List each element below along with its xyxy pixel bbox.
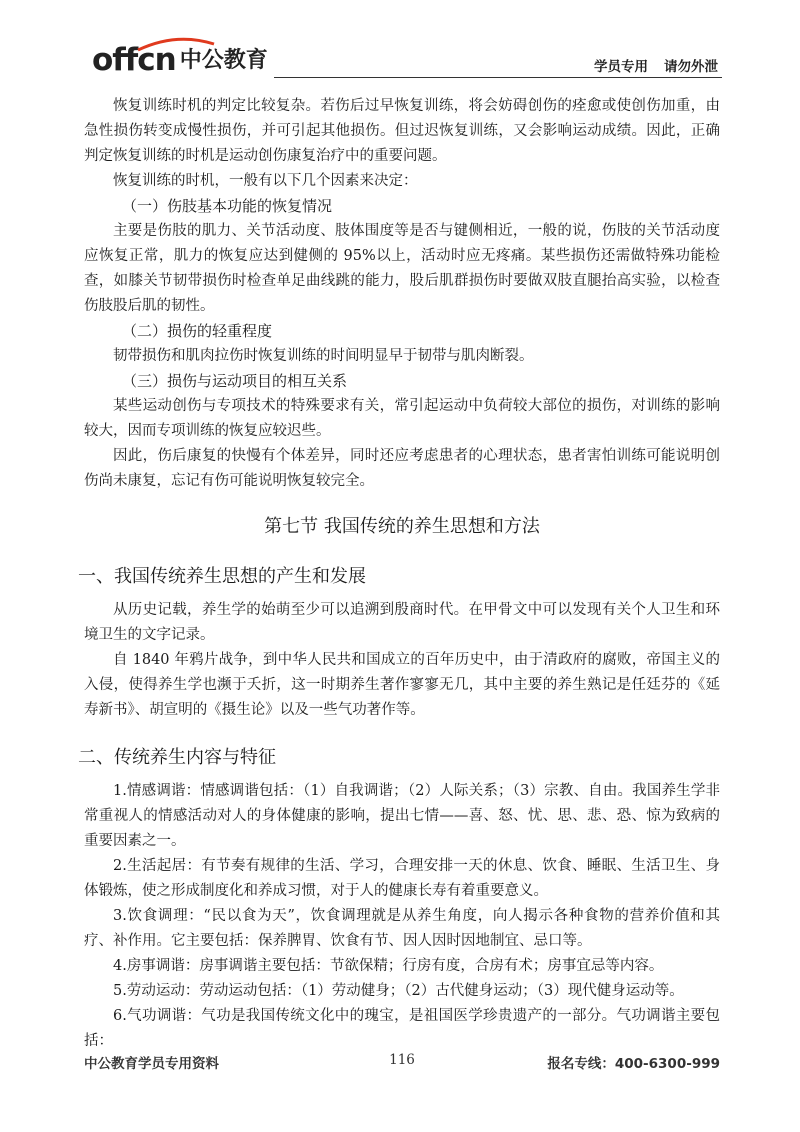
paragraph: 因此，伤后康复的快慢有个体差异，同时还应考虑患者的心理状态，患者害怕训练可能说明创伤尚未康复，忘记有伤可能说明恢复较完全。 xyxy=(84,448,720,489)
chapter-title: 第七节 我国传统的养生思想和方法 xyxy=(264,516,540,537)
header-tag-confidential: 请勿外泄 xyxy=(664,59,718,75)
header-rule xyxy=(274,77,722,78)
subheading: （三）损伤与运动项目的相互关系 xyxy=(122,372,348,390)
logo-chinese-text: 中公教育 xyxy=(179,48,268,73)
paragraph: 3.饮食调理：“民以食为天”，饮食调理就是从养生角度，向人揭示各种食物的营养价值和其疗、补作用。它主要包括：保养脾胃、饮食有节、因人因时因地制宜、忌口等。 xyxy=(84,908,720,949)
paragraph: 2.生活起居：有节奏有规律的生活、学习，合理安排一天的休息、饮食、睡眠、生活卫生、身体锻炼，使之形成制度化和养成习惯，对于人的健康长寿有着重要意义。 xyxy=(84,858,720,899)
paragraph: 1.情感调谐：情感调谐包括：（1）自我调谐；（2）人际关系；（3）宗教、自由。我国养生学非常重视人的情感活动对人的身体健康的影响，提出七情——喜、怒、忧、思、悲、恐、惊为致病的重要因素之一。 xyxy=(84,783,720,849)
section-heading: 一、我国传统养生思想的产生和发展 xyxy=(78,566,366,587)
paragraph: 主要是伤肢的肌力、关节活动度、肢体围度等是否与键侧相近，一般的说，伤肢的关节活动度应恢复正常，肌力的恢复应达到健侧的 95%以上，活动时应无疼痛。某些损伤还需做特殊功能检查，如膝关节韧带损伤时检查单足曲线跳的能力，股后肌群损伤时要做双肢直腿抬高实验，以检查伤肢股后肌的韧性。 xyxy=(84,223,720,314)
subheading: （二）损伤的轻重程度 xyxy=(122,322,273,340)
header-tag-student: 学员专用 xyxy=(594,59,648,75)
paragraph: 5.劳动运动：劳动运动包括：（1）劳动健身；（2）古代健身运动；（3）现代健身运动等。 xyxy=(113,983,684,999)
page-header xyxy=(78,38,722,80)
offcn-logo xyxy=(92,38,268,78)
paragraph: 从历史记载，养生学的始萌至少可以追溯到殷商时代。在甲骨文中可以发现有关个人卫生和环境卫生的文字记录。 xyxy=(84,602,720,643)
page-number: 116 xyxy=(389,1052,415,1068)
page-content xyxy=(78,94,720,1054)
footer-source: 中公教育学员专用资料 xyxy=(84,1056,219,1072)
paragraph: 韧带损伤和肌肉拉伤时恢复训练的时间明显早于韧带与肌肉断裂。 xyxy=(113,348,534,364)
logo-arc-icon xyxy=(136,36,216,52)
subheading: （一）伤肢基本功能的恢复情况 xyxy=(122,197,333,215)
paragraph: 恢复训练的时机，一般有以下几个因素来决定： xyxy=(113,173,418,189)
paragraph: 6.气功调谐：气功是我国传统文化中的瑰宝，是祖国医学珍贵遗产的一部分。气功调谐主要包括： xyxy=(84,1008,720,1049)
paragraph: 自 1840 年鸦片战争，到中华人民共和国成立的百年历史中，由于清政府的腐败，帝国主义的入侵，使得养生学也濒于夭折，这一时期养生著作寥寥无几，其中主要的养生熟记是任廷芬的《延寿新书》、胡宣明的《摄生论》以及一些气功著作等。 xyxy=(84,652,720,718)
paragraph: 恢复训练时机的判定比较复杂。若伤后过早恢复训练，将会妨碍创伤的痊愈或使创伤加重，由急性损伤转变成慢性损伤，并可引起其他损伤。但过迟恢复训练，又会影响运动成绩。因此，正确判定恢复训练的时机是运动创伤康复治疗中的重要问题。 xyxy=(84,98,720,164)
section-heading: 二、传统养生内容与特征 xyxy=(78,747,276,768)
paragraph: 某些运动创伤与专项技术的特殊要求有关，常引起运动中负荷较大部位的损伤，对训练的影响较大，因而专项训练的恢复应较迟些。 xyxy=(84,398,720,439)
paragraph: 4.房事调谐：房事调谐主要包括：节欲保精；行房有度，合房有术；房事宜忌等内容。 xyxy=(113,958,664,974)
header-tags xyxy=(594,55,718,75)
footer-hotline: 报名专线：400-6300-999 xyxy=(547,1056,720,1072)
logo-latin-text: offcn xyxy=(92,42,176,78)
